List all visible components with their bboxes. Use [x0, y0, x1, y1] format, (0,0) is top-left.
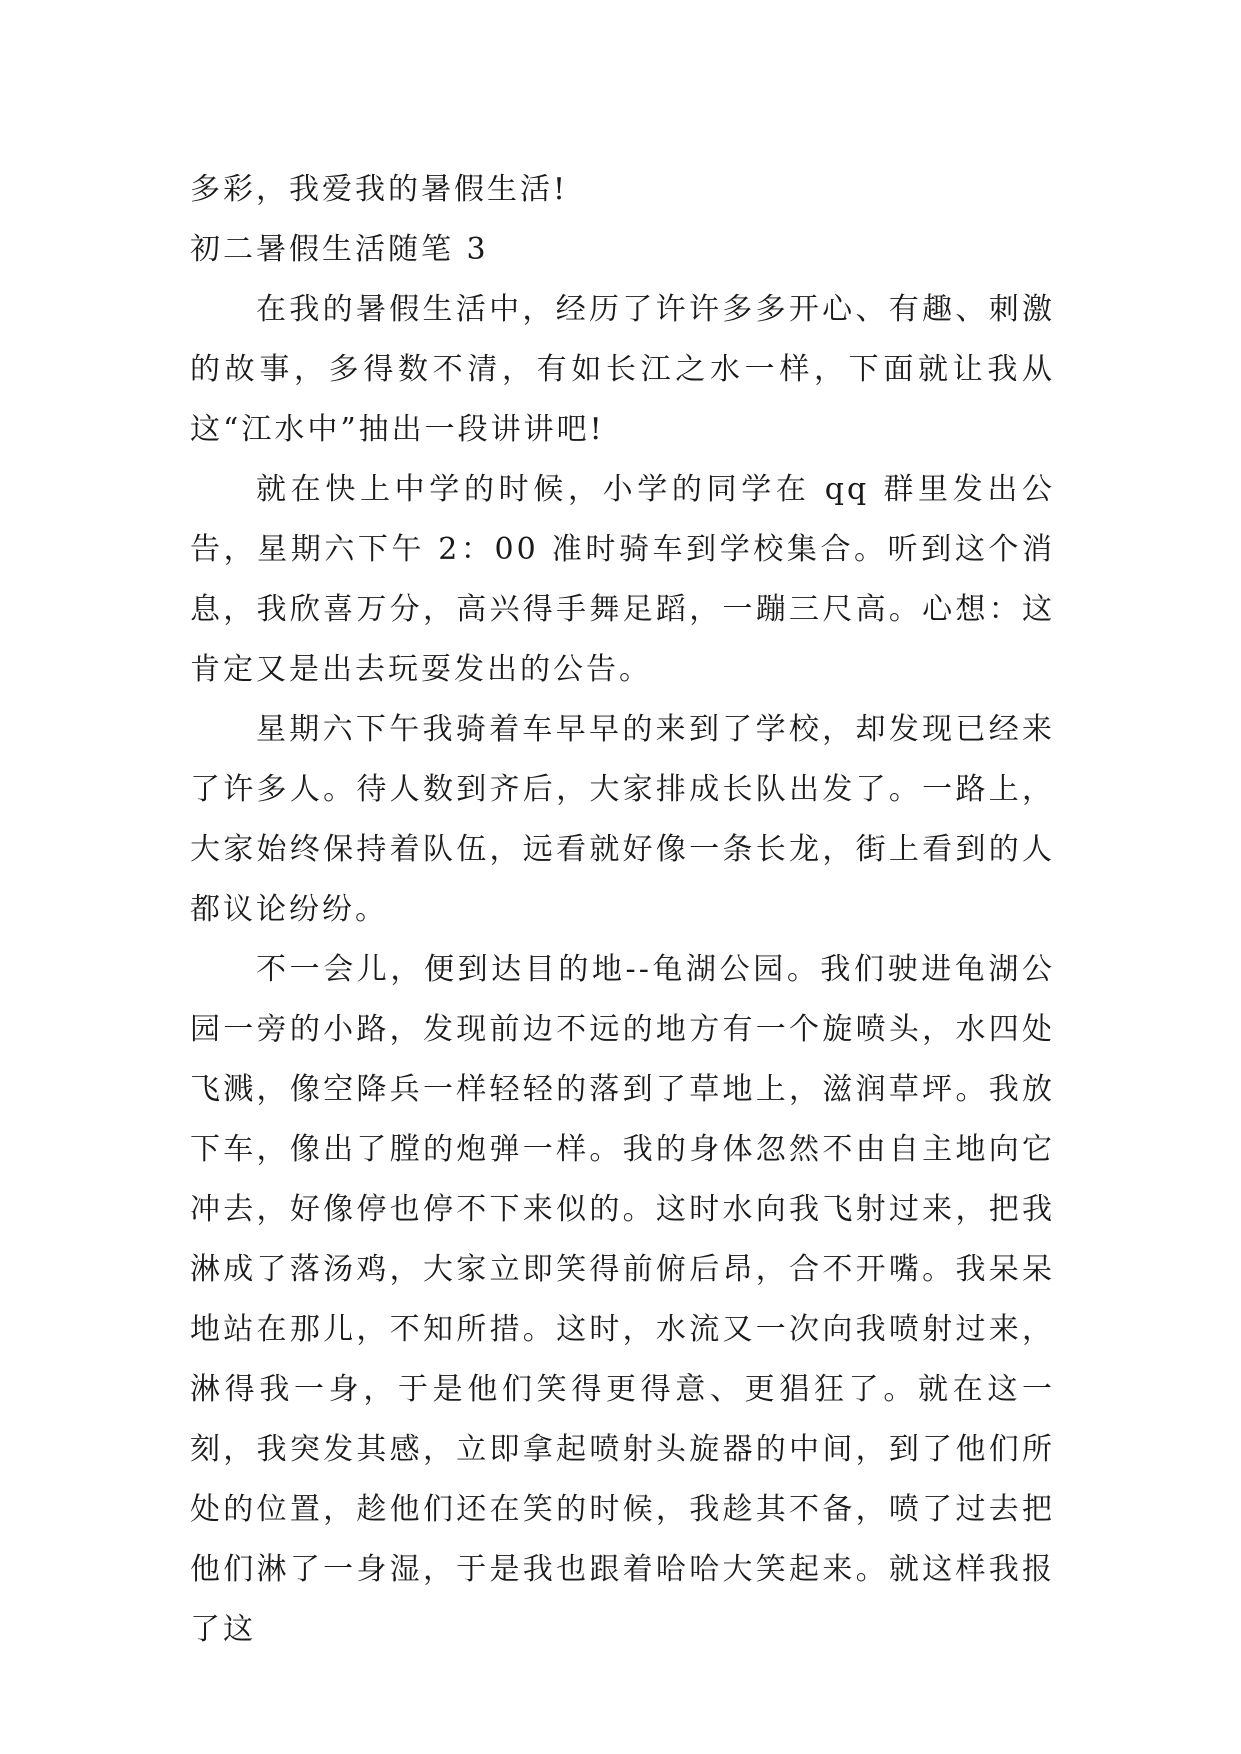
section-title: 初二暑假生活随笔 3 [190, 232, 489, 267]
paragraph-3: 星期六下午我骑着车早早的来到了学校，却发现已经来了许多人。待人数到齐后，大家排成长队出发了。一路上，大家始终保持着队伍，远看就好像一条长龙，街上看到的人都议论纷纷。 [190, 712, 1055, 927]
paragraph-1: 在我的暑假生活中，经历了许许多多开心、有趣、刺激的故事，多得数不清，有如长江之水一样，下面就让我从这“江水中”抽出一段讲讲吧! [190, 292, 1055, 447]
paragraph-4: 不一会儿，便到达目的地--龟湖公园。我们驶进龟湖公园一旁的小路，发现前边不远的地方有一个旋喷头，水四处飞溅，像空降兵一样轻轻的落到了草地上，滋润草坪。我放下车，像出了膛的炮弹一样。我的身体忽然不由自主地向它冲去，好像停也停不下来似的。这时水向我飞射过来，把我淋成了落汤鸡，大家立即笑得前俯后昂，合不开嘴。我呆呆地站在那儿，不知所措。这时，水流又一次向我喷射过来，淋得我一身，于是他们笑得更得意、更猖狂了。就在这一刻，我突发其感，立即拿起喷射头旋器的中间，到了他们所处的位置，趁他们还在笑的时候，我趁其不备，喷了过去把他们淋了一身湿，于是我也跟着哈哈大笑起来。就这样我报了这 [190, 952, 1055, 1647]
paragraph-2: 就在快上中学的时候，小学的同学在 qq 群里发出公告，星期六下午 2：00 准时骑车到学校集合。听到这个消息，我欣喜万分，高兴得手舞足蹈，一蹦三尺高。心想：这肯定又是出去玩耍发出的公告。 [190, 472, 1055, 687]
lead-text: 多彩，我爱我的暑假生活! [190, 172, 569, 207]
document-body [190, 160, 1055, 1660]
